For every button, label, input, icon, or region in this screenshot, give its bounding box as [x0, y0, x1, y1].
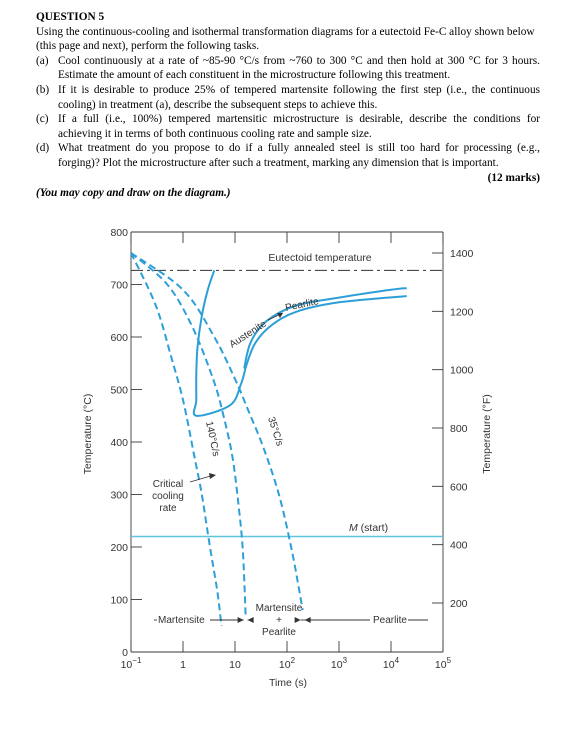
- task-label: (b): [36, 83, 50, 96]
- y-tick-label: 500: [110, 384, 128, 397]
- y-tick-label: 800: [110, 227, 128, 239]
- x-tick-exponent: 4: [394, 656, 400, 665]
- y-tick-label: 100: [110, 594, 128, 607]
- x-tick-exponent: 5: [446, 656, 452, 665]
- y-axis-title: Temperature (°C): [82, 393, 94, 475]
- m-start-label: [349, 522, 388, 534]
- critical-label-line3: rate: [159, 503, 177, 514]
- question-title: QUESTION 5: [36, 11, 105, 23]
- y2-tick-label: 1400: [450, 248, 474, 260]
- x-tick-base: 1: [180, 659, 186, 671]
- task-label: (c): [36, 113, 49, 126]
- rate-label-140: 140°C/s: [203, 420, 222, 458]
- martensite-pearlite-line2: +: [276, 615, 282, 626]
- rate-label-35: 35°C/s: [265, 415, 285, 448]
- marks-label: (12 marks): [487, 171, 540, 184]
- x-tick-label: [383, 656, 400, 671]
- region-bracket-arrowhead: [295, 617, 301, 623]
- question-intro: Using the continuous-cooling and isothermal transformation diagrams for a eutectoid Fe-C alloy shown below (this page and next), perform the following tasks.: [36, 25, 535, 53]
- y2-axis-title: Temperature (°F): [481, 394, 493, 474]
- m-start-suffix: (start): [357, 522, 389, 534]
- y-tick-label: 400: [110, 437, 128, 449]
- x-tick-base: 10: [434, 659, 447, 671]
- critical-label-line1: Critical: [152, 479, 184, 490]
- y2-tick-label: 1000: [450, 364, 474, 377]
- region-bracket-arrowhead: [305, 617, 311, 623]
- x-tick-label: [279, 656, 296, 671]
- task-label: (d): [36, 142, 50, 155]
- x-tick-exponent: 3: [342, 656, 348, 665]
- x-tick-label: [435, 656, 452, 671]
- y-tick-label: 200: [110, 542, 128, 554]
- x-tick-label: [180, 659, 186, 671]
- cooling-rate-curve: [131, 253, 246, 615]
- task-label: (a): [36, 54, 49, 67]
- task-text: If it is desirable to produce 25% of tempered martensite following the first step (i.e., the continuous cooling) in treatment (a), describe the subsequent steps to achieve this.: [58, 83, 540, 111]
- task-text: Cool continuously at a rate of ~85-90 °C/s from ~760 to 300 °C and then hold at 300 °C for 3 hours. Estimate the amount of each constituent in the microstructure following this treatment.: [58, 54, 540, 82]
- y-tick-label: 700: [110, 279, 128, 292]
- pearlite-label: Pearlite: [373, 615, 407, 626]
- x-tick-label: [229, 659, 241, 671]
- x-axis-title: Time (s): [268, 677, 308, 689]
- y2-tick-label: 1200: [450, 306, 474, 319]
- critical-label-line2: cooling: [152, 491, 184, 502]
- y2-tick-label: 200: [450, 598, 468, 610]
- y-tick-label: 600: [110, 332, 128, 344]
- y-tick-label: 300: [110, 489, 128, 502]
- drawing-note: (You may copy and draw on the diagram.): [36, 187, 231, 200]
- x-tick-exponent: −1: [132, 656, 142, 665]
- martensite-pearlite-line3: Pearlite: [262, 627, 296, 638]
- region-bracket-arrowhead: [248, 617, 254, 623]
- x-tick-label: [121, 656, 142, 671]
- y2-tick-label: 400: [450, 539, 468, 552]
- austenite-label: Austenite: [227, 318, 269, 351]
- x-tick-base: 10: [229, 659, 241, 671]
- x-tick-base: 10: [382, 659, 395, 671]
- x-tick-base: 10: [278, 659, 291, 671]
- task-text: What treatment do you propose to do if a fully annealed steel is still too hard for processing (e.g., forging)? Plot the microstructure after such a treatment, marking any dimension that is important.: [58, 142, 540, 169]
- martensite-label: Martensite: [158, 615, 205, 626]
- m-start-symbol: M: [349, 522, 358, 534]
- x-tick-base: 10: [330, 659, 343, 671]
- eutectoid-label: Eutectoid temperature: [268, 252, 372, 264]
- x-tick-base: 10: [120, 659, 133, 671]
- pearlite-region-label: Pearlite: [284, 296, 320, 314]
- y-tick-label: 0: [122, 647, 128, 659]
- y2-tick-label: 800: [450, 423, 468, 435]
- critical-arrowhead: [209, 473, 216, 479]
- x-tick-exponent: 2: [290, 656, 296, 665]
- axes-frame: [131, 232, 443, 652]
- region-bracket-arrowhead: [238, 617, 244, 623]
- task-text: If a full (i.e., 100%) tempered martensitic microstructure is desirable, describe the conditions for achieving it in terms of both continuous cooling rate and sample size.: [58, 113, 540, 140]
- x-tick-label: [331, 656, 348, 671]
- martensite-pearlite-line1: Martensite: [255, 603, 303, 614]
- y2-tick-label: 600: [450, 481, 468, 494]
